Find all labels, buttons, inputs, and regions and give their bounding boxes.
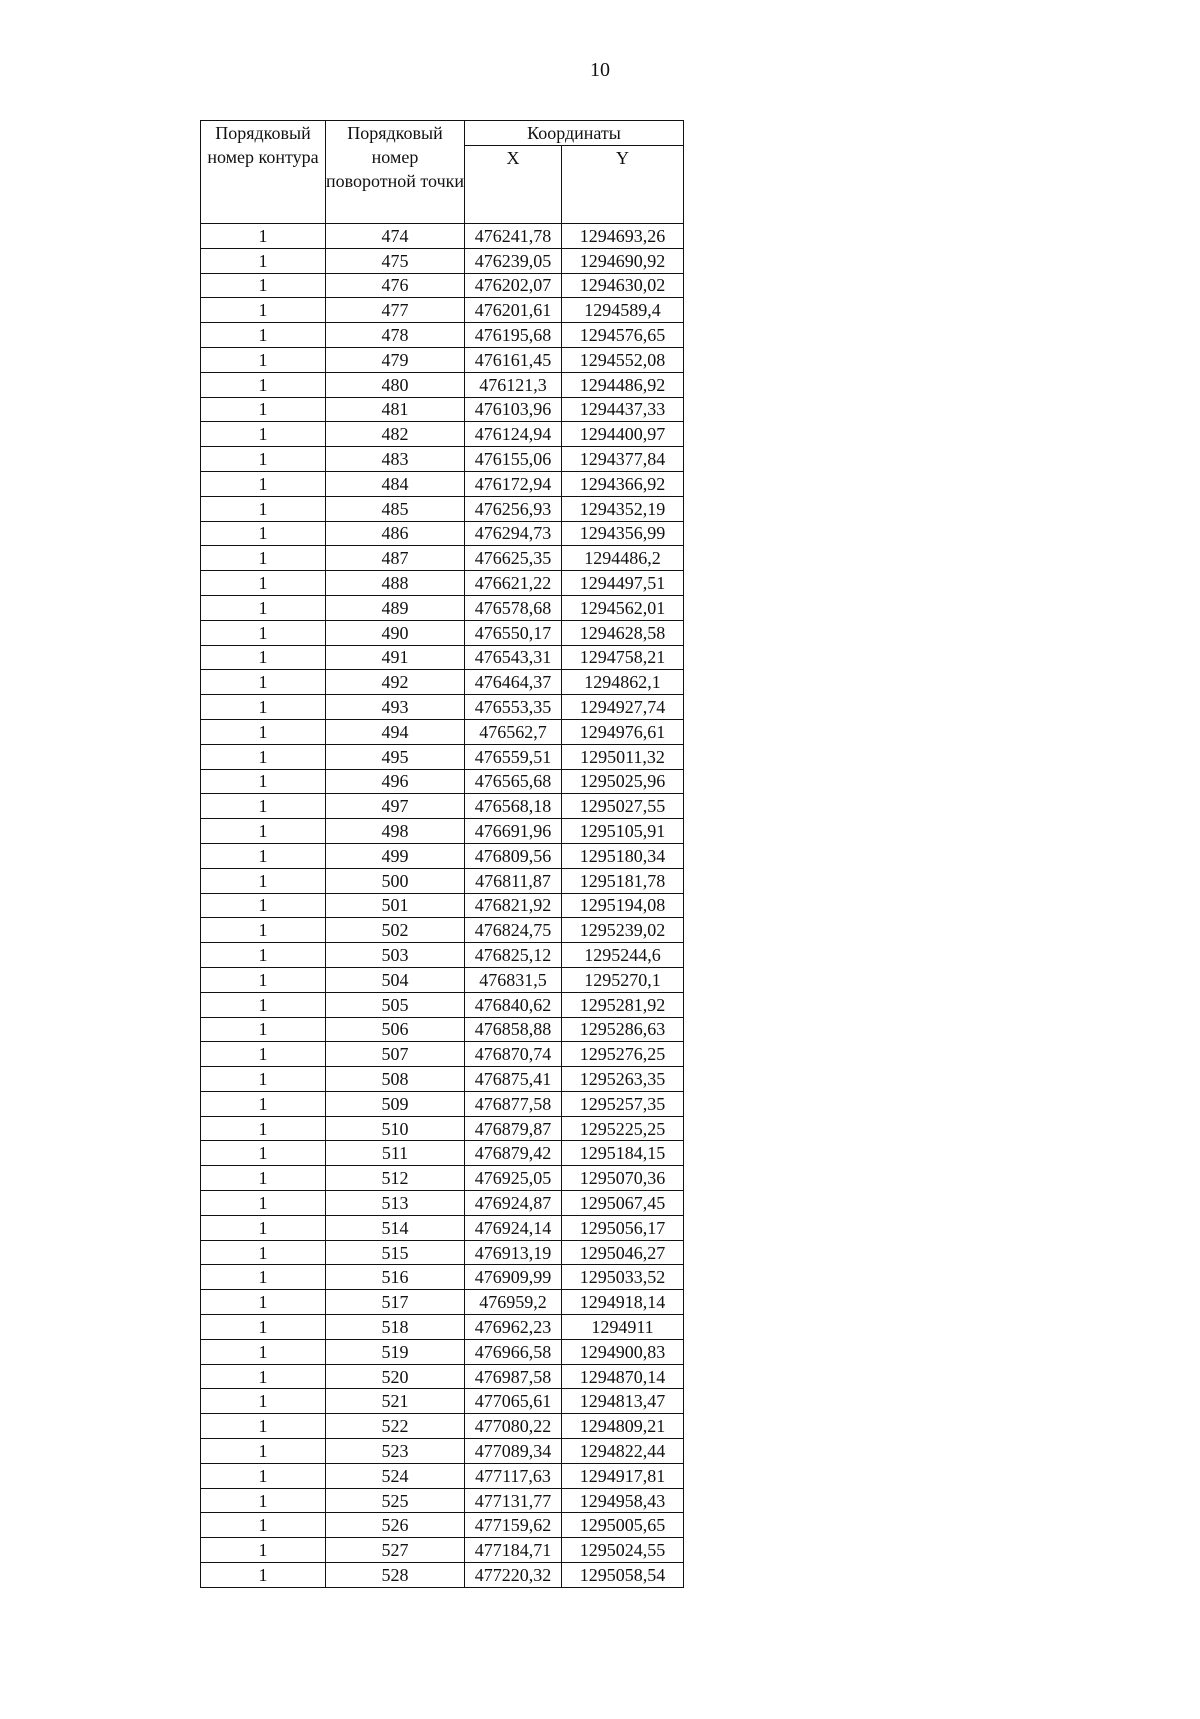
cell-contour-number: 1 bbox=[201, 1067, 326, 1092]
cell-contour-number: 1 bbox=[201, 323, 326, 348]
cell-y: 1295239,02 bbox=[562, 918, 684, 943]
cell-y: 1295225,25 bbox=[562, 1116, 684, 1141]
cell-y: 1294911 bbox=[562, 1315, 684, 1340]
cell-x: 476625,35 bbox=[465, 546, 562, 571]
table-row bbox=[201, 347, 684, 372]
cell-point-number: 523 bbox=[326, 1439, 465, 1464]
cell-y: 1294400,97 bbox=[562, 422, 684, 447]
cell-point-number: 527 bbox=[326, 1538, 465, 1563]
cell-contour-number: 1 bbox=[201, 893, 326, 918]
page-number: 10 bbox=[590, 59, 610, 81]
cell-y: 1295194,08 bbox=[562, 893, 684, 918]
cell-point-number: 497 bbox=[326, 794, 465, 819]
cell-contour-number: 1 bbox=[201, 1091, 326, 1116]
cell-contour-number: 1 bbox=[201, 1538, 326, 1563]
cell-contour-number: 1 bbox=[201, 1042, 326, 1067]
table-row bbox=[201, 620, 684, 645]
cell-x: 476825,12 bbox=[465, 943, 562, 968]
table-row bbox=[201, 298, 684, 323]
cell-y: 1295070,36 bbox=[562, 1166, 684, 1191]
cell-point-number: 499 bbox=[326, 843, 465, 868]
cell-contour-number: 1 bbox=[201, 1191, 326, 1216]
cell-x: 476201,61 bbox=[465, 298, 562, 323]
cell-point-number: 514 bbox=[326, 1215, 465, 1240]
cell-y: 1294630,02 bbox=[562, 273, 684, 298]
cell-y: 1295286,63 bbox=[562, 1017, 684, 1042]
cell-y: 1295046,27 bbox=[562, 1240, 684, 1265]
cell-point-number: 480 bbox=[326, 372, 465, 397]
cell-point-number: 476 bbox=[326, 273, 465, 298]
cell-contour-number: 1 bbox=[201, 1463, 326, 1488]
cell-contour-number: 1 bbox=[201, 546, 326, 571]
cell-x: 477131,77 bbox=[465, 1488, 562, 1513]
cell-point-number: 486 bbox=[326, 521, 465, 546]
cell-y: 1294486,2 bbox=[562, 546, 684, 571]
cell-contour-number: 1 bbox=[201, 1414, 326, 1439]
cell-x: 476913,19 bbox=[465, 1240, 562, 1265]
cell-y: 1294927,74 bbox=[562, 695, 684, 720]
cell-y: 1294377,84 bbox=[562, 447, 684, 472]
cell-point-number: 487 bbox=[326, 546, 465, 571]
cell-contour-number: 1 bbox=[201, 1364, 326, 1389]
cell-contour-number: 1 bbox=[201, 422, 326, 447]
cell-y: 1294366,92 bbox=[562, 471, 684, 496]
cell-x: 476121,3 bbox=[465, 372, 562, 397]
cell-contour-number: 1 bbox=[201, 1240, 326, 1265]
cell-y: 1294870,14 bbox=[562, 1364, 684, 1389]
cell-point-number: 500 bbox=[326, 868, 465, 893]
cell-point-number: 528 bbox=[326, 1563, 465, 1588]
table-row bbox=[201, 1215, 684, 1240]
cell-point-number: 481 bbox=[326, 397, 465, 422]
table-row bbox=[201, 397, 684, 422]
cell-y: 1294976,61 bbox=[562, 719, 684, 744]
cell-x: 477080,22 bbox=[465, 1414, 562, 1439]
cell-x: 476565,68 bbox=[465, 769, 562, 794]
table-row bbox=[201, 769, 684, 794]
cell-contour-number: 1 bbox=[201, 719, 326, 744]
cell-x: 476924,87 bbox=[465, 1191, 562, 1216]
cell-point-number: 483 bbox=[326, 447, 465, 472]
cell-contour-number: 1 bbox=[201, 397, 326, 422]
cell-y: 1295027,55 bbox=[562, 794, 684, 819]
table-row bbox=[201, 1414, 684, 1439]
cell-point-number: 474 bbox=[326, 224, 465, 249]
table-row bbox=[201, 1488, 684, 1513]
cell-y: 1295257,35 bbox=[562, 1091, 684, 1116]
cell-contour-number: 1 bbox=[201, 298, 326, 323]
table-row bbox=[201, 422, 684, 447]
cell-x: 476924,14 bbox=[465, 1215, 562, 1240]
table-row bbox=[201, 471, 684, 496]
table-row bbox=[201, 1191, 684, 1216]
cell-x: 476840,62 bbox=[465, 992, 562, 1017]
cell-contour-number: 1 bbox=[201, 1563, 326, 1588]
cell-point-number: 522 bbox=[326, 1414, 465, 1439]
cell-y: 1294813,47 bbox=[562, 1389, 684, 1414]
cell-contour-number: 1 bbox=[201, 471, 326, 496]
cell-y: 1295263,35 bbox=[562, 1067, 684, 1092]
cell-contour-number: 1 bbox=[201, 670, 326, 695]
cell-contour-number: 1 bbox=[201, 967, 326, 992]
cell-point-number: 494 bbox=[326, 719, 465, 744]
table-row bbox=[201, 794, 684, 819]
cell-point-number: 485 bbox=[326, 496, 465, 521]
cell-point-number: 521 bbox=[326, 1389, 465, 1414]
table-row bbox=[201, 893, 684, 918]
cell-contour-number: 1 bbox=[201, 1290, 326, 1315]
table-row bbox=[201, 843, 684, 868]
cell-x: 476831,5 bbox=[465, 967, 562, 992]
cell-y: 1295180,34 bbox=[562, 843, 684, 868]
cell-contour-number: 1 bbox=[201, 1265, 326, 1290]
cell-point-number: 503 bbox=[326, 943, 465, 968]
cell-contour-number: 1 bbox=[201, 1116, 326, 1141]
table-row bbox=[201, 1290, 684, 1315]
cell-x: 476202,07 bbox=[465, 273, 562, 298]
cell-x: 476195,68 bbox=[465, 323, 562, 348]
cell-point-number: 516 bbox=[326, 1265, 465, 1290]
cell-y: 1295067,45 bbox=[562, 1191, 684, 1216]
cell-y: 1294437,33 bbox=[562, 397, 684, 422]
cell-contour-number: 1 bbox=[201, 769, 326, 794]
cell-x: 476824,75 bbox=[465, 918, 562, 943]
cell-contour-number: 1 bbox=[201, 224, 326, 249]
cell-y: 1295276,25 bbox=[562, 1042, 684, 1067]
cell-y: 1294900,83 bbox=[562, 1339, 684, 1364]
cell-x: 476294,73 bbox=[465, 521, 562, 546]
table-row bbox=[201, 695, 684, 720]
cell-point-number: 504 bbox=[326, 967, 465, 992]
cell-y: 1294918,14 bbox=[562, 1290, 684, 1315]
cell-point-number: 496 bbox=[326, 769, 465, 794]
cell-point-number: 477 bbox=[326, 298, 465, 323]
cell-x: 476256,93 bbox=[465, 496, 562, 521]
cell-x: 476875,41 bbox=[465, 1067, 562, 1092]
cell-y: 1294862,1 bbox=[562, 670, 684, 695]
cell-point-number: 519 bbox=[326, 1339, 465, 1364]
cell-point-number: 484 bbox=[326, 471, 465, 496]
cell-point-number: 517 bbox=[326, 1290, 465, 1315]
cell-y: 1295024,55 bbox=[562, 1538, 684, 1563]
cell-contour-number: 1 bbox=[201, 447, 326, 472]
table-row bbox=[201, 1538, 684, 1563]
cell-point-number: 506 bbox=[326, 1017, 465, 1042]
table-row bbox=[201, 273, 684, 298]
cell-x: 477065,61 bbox=[465, 1389, 562, 1414]
table-body bbox=[201, 224, 684, 1588]
cell-x: 476691,96 bbox=[465, 819, 562, 844]
cell-point-number: 508 bbox=[326, 1067, 465, 1092]
header-y: Y bbox=[562, 146, 684, 224]
cell-y: 1294497,51 bbox=[562, 571, 684, 596]
table-row bbox=[201, 992, 684, 1017]
cell-point-number: 492 bbox=[326, 670, 465, 695]
cell-point-number: 498 bbox=[326, 819, 465, 844]
cell-contour-number: 1 bbox=[201, 347, 326, 372]
cell-x: 476925,05 bbox=[465, 1166, 562, 1191]
cell-contour-number: 1 bbox=[201, 918, 326, 943]
table-row bbox=[201, 1067, 684, 1092]
table-row bbox=[201, 1364, 684, 1389]
cell-point-number: 510 bbox=[326, 1116, 465, 1141]
cell-point-number: 475 bbox=[326, 248, 465, 273]
cell-y: 1295181,78 bbox=[562, 868, 684, 893]
cell-x: 476562,7 bbox=[465, 719, 562, 744]
cell-contour-number: 1 bbox=[201, 521, 326, 546]
cell-contour-number: 1 bbox=[201, 1017, 326, 1042]
cell-point-number: 524 bbox=[326, 1463, 465, 1488]
cell-y: 1294576,65 bbox=[562, 323, 684, 348]
cell-point-number: 526 bbox=[326, 1513, 465, 1538]
cell-point-number: 501 bbox=[326, 893, 465, 918]
cell-x: 476877,58 bbox=[465, 1091, 562, 1116]
cell-x: 476987,58 bbox=[465, 1364, 562, 1389]
table-row bbox=[201, 943, 684, 968]
table-row bbox=[201, 868, 684, 893]
table-row bbox=[201, 1166, 684, 1191]
table-row bbox=[201, 496, 684, 521]
cell-y: 1294486,92 bbox=[562, 372, 684, 397]
cell-x: 476155,06 bbox=[465, 447, 562, 472]
cell-x: 476559,51 bbox=[465, 744, 562, 769]
cell-x: 476103,96 bbox=[465, 397, 562, 422]
cell-y: 1295056,17 bbox=[562, 1215, 684, 1240]
cell-x: 476161,45 bbox=[465, 347, 562, 372]
cell-contour-number: 1 bbox=[201, 1339, 326, 1364]
cell-contour-number: 1 bbox=[201, 794, 326, 819]
cell-contour-number: 1 bbox=[201, 595, 326, 620]
cell-x: 476962,23 bbox=[465, 1315, 562, 1340]
cell-point-number: 493 bbox=[326, 695, 465, 720]
cell-point-number: 525 bbox=[326, 1488, 465, 1513]
table-row bbox=[201, 918, 684, 943]
cell-x: 476879,87 bbox=[465, 1116, 562, 1141]
cell-x: 476578,68 bbox=[465, 595, 562, 620]
cell-y: 1294809,21 bbox=[562, 1414, 684, 1439]
cell-point-number: 509 bbox=[326, 1091, 465, 1116]
cell-x: 476241,78 bbox=[465, 224, 562, 249]
cell-point-number: 491 bbox=[326, 645, 465, 670]
table-row bbox=[201, 1042, 684, 1067]
table-row bbox=[201, 967, 684, 992]
cell-point-number: 502 bbox=[326, 918, 465, 943]
table-row bbox=[201, 1339, 684, 1364]
cell-x: 476124,94 bbox=[465, 422, 562, 447]
cell-y: 1295058,54 bbox=[562, 1563, 684, 1588]
cell-point-number: 507 bbox=[326, 1042, 465, 1067]
cell-x: 476966,58 bbox=[465, 1339, 562, 1364]
cell-y: 1295005,65 bbox=[562, 1513, 684, 1538]
cell-x: 476464,37 bbox=[465, 670, 562, 695]
coordinates-table bbox=[200, 120, 684, 1588]
cell-point-number: 489 bbox=[326, 595, 465, 620]
table-row bbox=[201, 719, 684, 744]
table-row bbox=[201, 1265, 684, 1290]
cell-y: 1295184,15 bbox=[562, 1141, 684, 1166]
cell-x: 476239,05 bbox=[465, 248, 562, 273]
cell-contour-number: 1 bbox=[201, 843, 326, 868]
cell-point-number: 488 bbox=[326, 571, 465, 596]
cell-x: 476821,92 bbox=[465, 893, 562, 918]
cell-contour-number: 1 bbox=[201, 992, 326, 1017]
table-row bbox=[201, 670, 684, 695]
header-contour-number: Порядковый номер контура bbox=[201, 121, 326, 224]
header-x: X bbox=[465, 146, 562, 224]
table-row bbox=[201, 1240, 684, 1265]
cell-y: 1294356,99 bbox=[562, 521, 684, 546]
table-row bbox=[201, 571, 684, 596]
cell-x: 476909,99 bbox=[465, 1265, 562, 1290]
cell-y: 1295270,1 bbox=[562, 967, 684, 992]
cell-point-number: 515 bbox=[326, 1240, 465, 1265]
table-row bbox=[201, 819, 684, 844]
cell-y: 1294917,81 bbox=[562, 1463, 684, 1488]
cell-y: 1295281,92 bbox=[562, 992, 684, 1017]
cell-y: 1295105,91 bbox=[562, 819, 684, 844]
cell-y: 1295033,52 bbox=[562, 1265, 684, 1290]
table-row bbox=[201, 645, 684, 670]
cell-point-number: 512 bbox=[326, 1166, 465, 1191]
cell-y: 1294822,44 bbox=[562, 1439, 684, 1464]
cell-contour-number: 1 bbox=[201, 1166, 326, 1191]
table-row bbox=[201, 447, 684, 472]
cell-y: 1295011,32 bbox=[562, 744, 684, 769]
cell-contour-number: 1 bbox=[201, 1389, 326, 1414]
cell-x: 477220,32 bbox=[465, 1563, 562, 1588]
table-row bbox=[201, 1017, 684, 1042]
cell-x: 476809,56 bbox=[465, 843, 562, 868]
table-row bbox=[201, 744, 684, 769]
table-row bbox=[201, 372, 684, 397]
cell-point-number: 511 bbox=[326, 1141, 465, 1166]
cell-contour-number: 1 bbox=[201, 695, 326, 720]
cell-x: 476811,87 bbox=[465, 868, 562, 893]
table-row bbox=[201, 1116, 684, 1141]
cell-y: 1294352,19 bbox=[562, 496, 684, 521]
cell-x: 477089,34 bbox=[465, 1439, 562, 1464]
cell-y: 1294628,58 bbox=[562, 620, 684, 645]
table-row bbox=[201, 248, 684, 273]
cell-y: 1294552,08 bbox=[562, 347, 684, 372]
cell-point-number: 479 bbox=[326, 347, 465, 372]
cell-x: 476550,17 bbox=[465, 620, 562, 645]
table-row bbox=[201, 323, 684, 348]
cell-point-number: 518 bbox=[326, 1315, 465, 1340]
table-row bbox=[201, 1091, 684, 1116]
cell-point-number: 482 bbox=[326, 422, 465, 447]
header-point-number: Порядковый номер поворотной точки bbox=[326, 121, 465, 224]
cell-y: 1294693,26 bbox=[562, 224, 684, 249]
cell-x: 476870,74 bbox=[465, 1042, 562, 1067]
cell-x: 476959,2 bbox=[465, 1290, 562, 1315]
cell-contour-number: 1 bbox=[201, 645, 326, 670]
cell-x: 476879,42 bbox=[465, 1141, 562, 1166]
cell-contour-number: 1 bbox=[201, 372, 326, 397]
table-row bbox=[201, 224, 684, 249]
cell-contour-number: 1 bbox=[201, 1215, 326, 1240]
cell-contour-number: 1 bbox=[201, 1439, 326, 1464]
table-row bbox=[201, 1439, 684, 1464]
cell-contour-number: 1 bbox=[201, 1315, 326, 1340]
cell-y: 1294758,21 bbox=[562, 645, 684, 670]
cell-contour-number: 1 bbox=[201, 571, 326, 596]
cell-x: 476543,31 bbox=[465, 645, 562, 670]
cell-point-number: 505 bbox=[326, 992, 465, 1017]
cell-contour-number: 1 bbox=[201, 1141, 326, 1166]
cell-contour-number: 1 bbox=[201, 1488, 326, 1513]
cell-contour-number: 1 bbox=[201, 248, 326, 273]
cell-point-number: 495 bbox=[326, 744, 465, 769]
cell-y: 1295244,6 bbox=[562, 943, 684, 968]
cell-contour-number: 1 bbox=[201, 1513, 326, 1538]
table-row bbox=[201, 1463, 684, 1488]
cell-contour-number: 1 bbox=[201, 744, 326, 769]
cell-x: 476172,94 bbox=[465, 471, 562, 496]
cell-contour-number: 1 bbox=[201, 620, 326, 645]
cell-point-number: 513 bbox=[326, 1191, 465, 1216]
cell-y: 1294589,4 bbox=[562, 298, 684, 323]
cell-contour-number: 1 bbox=[201, 273, 326, 298]
cell-x: 476621,22 bbox=[465, 571, 562, 596]
table-row bbox=[201, 1513, 684, 1538]
table-row bbox=[201, 1563, 684, 1588]
table-row bbox=[201, 595, 684, 620]
table-row bbox=[201, 1141, 684, 1166]
cell-x: 476858,88 bbox=[465, 1017, 562, 1042]
cell-y: 1294562,01 bbox=[562, 595, 684, 620]
cell-x: 476553,35 bbox=[465, 695, 562, 720]
cell-contour-number: 1 bbox=[201, 943, 326, 968]
cell-point-number: 478 bbox=[326, 323, 465, 348]
cell-point-number: 490 bbox=[326, 620, 465, 645]
cell-x: 477159,62 bbox=[465, 1513, 562, 1538]
cell-x: 477117,63 bbox=[465, 1463, 562, 1488]
cell-contour-number: 1 bbox=[201, 868, 326, 893]
cell-x: 476568,18 bbox=[465, 794, 562, 819]
table-row bbox=[201, 546, 684, 571]
cell-x: 477184,71 bbox=[465, 1538, 562, 1563]
cell-contour-number: 1 bbox=[201, 496, 326, 521]
cell-contour-number: 1 bbox=[201, 819, 326, 844]
table-row bbox=[201, 521, 684, 546]
cell-point-number: 520 bbox=[326, 1364, 465, 1389]
table-row bbox=[201, 1315, 684, 1340]
cell-y: 1294958,43 bbox=[562, 1488, 684, 1513]
table-row bbox=[201, 1389, 684, 1414]
header-coordinates: Координаты bbox=[465, 121, 684, 146]
cell-y: 1294690,92 bbox=[562, 248, 684, 273]
cell-y: 1295025,96 bbox=[562, 769, 684, 794]
